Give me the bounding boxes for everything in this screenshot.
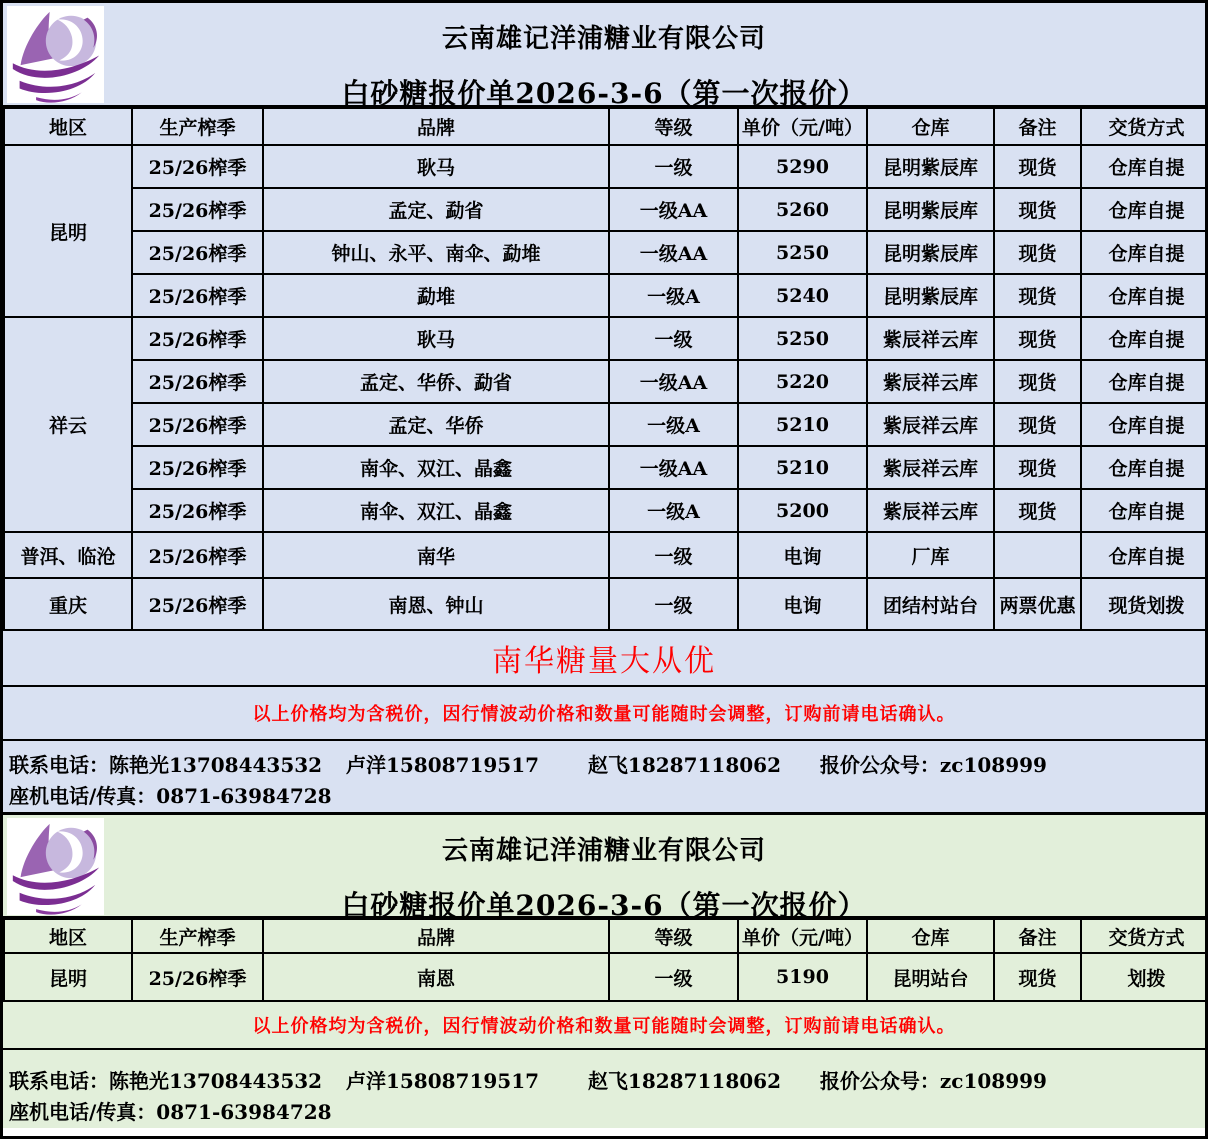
delivery-cell: 仓库自提 bbox=[1081, 231, 1208, 274]
column-header: 单价（元/吨） bbox=[738, 919, 867, 953]
price-cell: 电询 bbox=[738, 532, 867, 578]
company-logo-2 bbox=[7, 818, 104, 915]
warehouse-cell: 紫辰祥云库 bbox=[867, 403, 994, 446]
contact-phone-2: 卢洋15808719517 bbox=[345, 1069, 540, 1093]
header-row bbox=[4, 108, 1208, 145]
delivery-cell: 仓库自提 bbox=[1081, 145, 1208, 188]
season-cell: 25/26榨季 bbox=[132, 188, 263, 231]
delivery-cell: 仓库自提 bbox=[1081, 360, 1208, 403]
delivery-cell: 仓库自提 bbox=[1081, 403, 1208, 446]
table-row bbox=[4, 489, 1208, 532]
table-row bbox=[4, 403, 1208, 446]
price-disclaimer: 以上价格均为含税价，因行情波动价格和数量可能随时会调整，订购前请电话确认。 bbox=[3, 687, 1205, 741]
price-cell: 5210 bbox=[738, 446, 867, 489]
column-header: 生产榨季 bbox=[132, 108, 263, 145]
grade-cell: 一级AA bbox=[609, 360, 738, 403]
price-cell: 电询 bbox=[738, 578, 867, 630]
header-row bbox=[4, 919, 1208, 953]
warehouse-cell: 昆明站台 bbox=[867, 953, 994, 1001]
grade-cell: 一级 bbox=[609, 578, 738, 630]
contact-block bbox=[3, 741, 1205, 812]
delivery-cell: 仓库自提 bbox=[1081, 489, 1208, 532]
titles bbox=[3, 3, 1205, 112]
price-cell: 5190 bbox=[738, 953, 867, 1001]
column-header: 等级 bbox=[609, 919, 738, 953]
brand-cell: 南恩、钟山 bbox=[263, 578, 609, 630]
table-row bbox=[4, 953, 1208, 1001]
bird-wave-logo-icon bbox=[7, 818, 104, 915]
season-cell: 25/26榨季 bbox=[132, 231, 263, 274]
delivery-cell: 仓库自提 bbox=[1081, 532, 1208, 578]
note-cell: 现货 bbox=[994, 446, 1081, 489]
note-cell: 现货 bbox=[994, 953, 1081, 1001]
warehouse-cell: 昆明紫辰库 bbox=[867, 274, 994, 317]
grade-cell: 一级A bbox=[609, 489, 738, 532]
company-name: 云南雄记洋浦糖业有限公司 bbox=[441, 24, 766, 54]
brand-cell: 南伞、双江、晶鑫 bbox=[263, 446, 609, 489]
company-logo bbox=[7, 6, 104, 103]
column-header: 仓库 bbox=[867, 919, 994, 953]
column-header: 等级 bbox=[609, 108, 738, 145]
price-cell: 5250 bbox=[738, 231, 867, 274]
column-header: 地区 bbox=[4, 108, 132, 145]
region-cell: 普洱、临沧 bbox=[4, 532, 132, 578]
delivery-cell: 划拨 bbox=[1081, 953, 1208, 1001]
price-cell: 5240 bbox=[738, 274, 867, 317]
column-header: 仓库 bbox=[867, 108, 994, 145]
column-header: 地区 bbox=[4, 919, 132, 953]
table-row bbox=[4, 578, 1208, 630]
grade-cell: 一级 bbox=[609, 145, 738, 188]
column-header: 备注 bbox=[994, 108, 1081, 145]
note-cell: 现货 bbox=[994, 360, 1081, 403]
price-cell: 5220 bbox=[738, 360, 867, 403]
quotation-title-2: 白砂糖报价单2026-3-6（第一次报价） bbox=[341, 889, 867, 922]
grade-cell: 一级A bbox=[609, 274, 738, 317]
brand-cell: 南恩 bbox=[263, 953, 609, 1001]
contact-phone-2: 卢洋15808719517 bbox=[345, 753, 540, 777]
brand-cell: 南伞、双江、晶鑫 bbox=[263, 489, 609, 532]
contact-phone-1: 联系电话：陈艳光13708443532 bbox=[9, 1069, 323, 1093]
grade-cell: 一级AA bbox=[609, 188, 738, 231]
table-row bbox=[4, 145, 1208, 188]
column-header: 交货方式 bbox=[1081, 108, 1208, 145]
price-table-secondary bbox=[3, 918, 1208, 1002]
note-cell: 现货 bbox=[994, 274, 1081, 317]
delivery-cell: 现货划拨 bbox=[1081, 578, 1208, 630]
contact-phones-line bbox=[9, 750, 1199, 781]
note-cell: 两票优惠 bbox=[994, 578, 1081, 630]
table-row bbox=[4, 360, 1208, 403]
season-cell: 25/26榨季 bbox=[132, 446, 263, 489]
season-cell: 25/26榨季 bbox=[132, 360, 263, 403]
contact-phones-line-2 bbox=[9, 1066, 1199, 1097]
contact-wechat-id: 报价公众号：zc108999 bbox=[819, 1069, 1047, 1093]
season-cell: 25/26榨季 bbox=[132, 145, 263, 188]
region-cell: 祥云 bbox=[4, 317, 132, 532]
table-row bbox=[4, 231, 1208, 274]
warehouse-cell: 紫辰祥云库 bbox=[867, 489, 994, 532]
title-area bbox=[3, 3, 1205, 110]
season-cell: 25/26榨季 bbox=[132, 274, 263, 317]
brand-cell: 南华 bbox=[263, 532, 609, 578]
price-cell: 5200 bbox=[738, 489, 867, 532]
promo-banner: 南华糖量大从优 bbox=[3, 631, 1205, 687]
warehouse-cell: 昆明紫辰库 bbox=[867, 145, 994, 188]
table-row bbox=[4, 274, 1208, 317]
warehouse-cell: 昆明紫辰库 bbox=[867, 188, 994, 231]
warehouse-cell: 紫辰祥云库 bbox=[867, 360, 994, 403]
delivery-cell: 仓库自提 bbox=[1081, 188, 1208, 231]
price-cell: 5290 bbox=[738, 145, 867, 188]
grade-cell: 一级 bbox=[609, 953, 738, 1001]
brand-cell: 钟山、永平、南伞、勐堆 bbox=[263, 231, 609, 274]
contact-landline-2: 座机电话/传真：0871-63984728 bbox=[9, 1100, 332, 1124]
contact-wechat-id: 报价公众号：zc108999 bbox=[819, 753, 1047, 777]
table-row bbox=[4, 188, 1208, 231]
section-main-quotation bbox=[3, 3, 1205, 812]
season-cell: 25/26榨季 bbox=[132, 578, 263, 630]
brand-cell: 耿马 bbox=[263, 317, 609, 360]
price-cell: 5250 bbox=[738, 317, 867, 360]
warehouse-cell: 团结村站台 bbox=[867, 578, 994, 630]
brand-cell: 勐堆 bbox=[263, 274, 609, 317]
season-cell: 25/26榨季 bbox=[132, 953, 263, 1001]
price-cell: 5260 bbox=[738, 188, 867, 231]
column-header: 备注 bbox=[994, 919, 1081, 953]
column-header: 交货方式 bbox=[1081, 919, 1208, 953]
note-cell: 现货 bbox=[994, 403, 1081, 446]
grade-cell: 一级A bbox=[609, 403, 738, 446]
contact-block-2 bbox=[3, 1050, 1205, 1128]
note-cell: 现货 bbox=[994, 145, 1081, 188]
brand-cell: 耿马 bbox=[263, 145, 609, 188]
contact-phone-3: 赵飞18287118062 bbox=[587, 1069, 782, 1093]
section-secondary-quotation bbox=[3, 812, 1205, 1128]
column-header: 生产榨季 bbox=[132, 919, 263, 953]
warehouse-cell: 昆明紫辰库 bbox=[867, 231, 994, 274]
column-header: 单价（元/吨） bbox=[738, 108, 867, 145]
note-cell: 现货 bbox=[994, 317, 1081, 360]
column-header: 品牌 bbox=[263, 108, 609, 145]
region-cell: 重庆 bbox=[4, 578, 132, 630]
table-row bbox=[4, 446, 1208, 489]
table-row bbox=[4, 317, 1208, 360]
company-name-2: 云南雄记洋浦糖业有限公司 bbox=[441, 836, 766, 866]
contact-landline: 座机电话/传真：0871-63984728 bbox=[9, 784, 332, 808]
titles-2 bbox=[3, 815, 1205, 924]
season-cell: 25/26榨季 bbox=[132, 317, 263, 360]
warehouse-cell: 厂库 bbox=[867, 532, 994, 578]
warehouse-cell: 紫辰祥云库 bbox=[867, 446, 994, 489]
table-row bbox=[4, 532, 1208, 578]
quotation-title: 白砂糖报价单2026-3-6（第一次报价） bbox=[341, 77, 867, 110]
note-cell: 现货 bbox=[994, 489, 1081, 532]
note-cell: 现货 bbox=[994, 188, 1081, 231]
column-header: 品牌 bbox=[263, 919, 609, 953]
brand-cell: 孟定、勐省 bbox=[263, 188, 609, 231]
delivery-cell: 仓库自提 bbox=[1081, 274, 1208, 317]
season-cell: 25/26榨季 bbox=[132, 403, 263, 446]
note-cell bbox=[994, 532, 1081, 578]
price-disclaimer-2: 以上价格均为含税价，因行情波动价格和数量可能随时会调整，订购前请电话确认。 bbox=[3, 1002, 1205, 1050]
season-cell: 25/26榨季 bbox=[132, 532, 263, 578]
brand-cell: 孟定、华侨、勐省 bbox=[263, 360, 609, 403]
delivery-cell: 仓库自提 bbox=[1081, 317, 1208, 360]
bird-wave-logo-icon bbox=[7, 6, 104, 103]
delivery-cell: 仓库自提 bbox=[1081, 446, 1208, 489]
contact-phone-3: 赵飞18287118062 bbox=[587, 753, 782, 777]
price-cell: 5210 bbox=[738, 403, 867, 446]
region-cell: 昆明 bbox=[4, 145, 132, 317]
contact-phone-1: 联系电话：陈艳光13708443532 bbox=[9, 753, 323, 777]
region-cell: 昆明 bbox=[4, 953, 132, 1001]
grade-cell: 一级AA bbox=[609, 446, 738, 489]
warehouse-cell: 紫辰祥云库 bbox=[867, 317, 994, 360]
grade-cell: 一级 bbox=[609, 317, 738, 360]
grade-cell: 一级 bbox=[609, 532, 738, 578]
season-cell: 25/26榨季 bbox=[132, 489, 263, 532]
grade-cell: 一级AA bbox=[609, 231, 738, 274]
price-table-main bbox=[3, 107, 1208, 631]
title-area-2 bbox=[3, 815, 1205, 922]
brand-cell: 孟定、华侨 bbox=[263, 403, 609, 446]
note-cell: 现货 bbox=[994, 231, 1081, 274]
